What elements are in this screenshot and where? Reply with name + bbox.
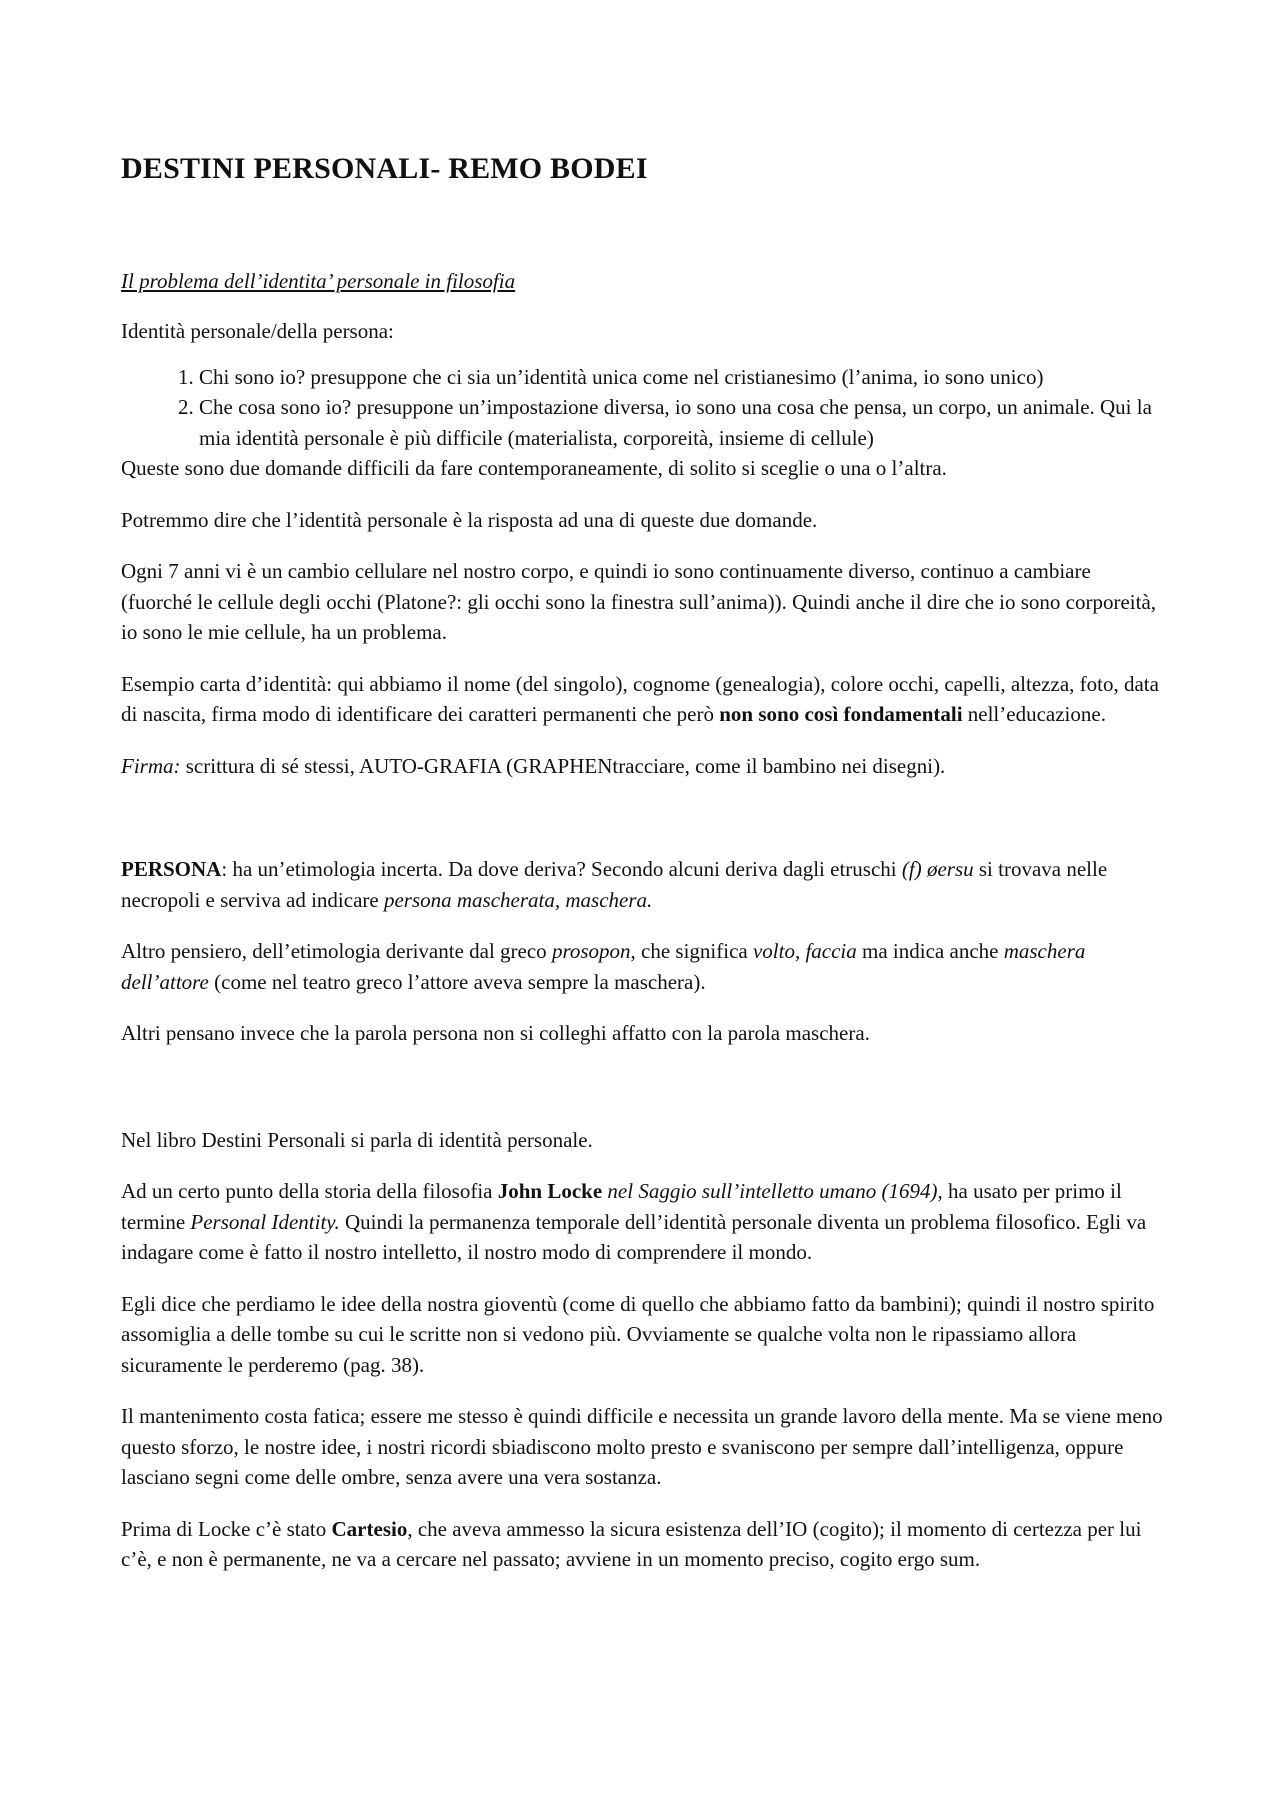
paragraph-persona [121,854,1163,915]
paragraph-greco [121,936,1163,997]
italic-text: volto, faccia [752,939,857,963]
paragraph-firma [121,751,1163,782]
paragraph-fatica: Il mantenimento costa fatica; essere me stesso è quindi difficile e necessita un grande lavoro della mente. Ma se viene meno questo sforzo, le nostre idee, i nostri ricordi sbiadiscono molto presto e svaniscono per sempre dall’intelligenza, oppure lasciano segni come delle ombre, senza avere una vera sostanza. [121,1404,1163,1489]
italic-text: prosopon [551,939,631,963]
text-span: , ha usato per primo il termine [121,1179,1122,1234]
questions-list [121,362,1163,454]
text-span: si trovava nelle necropoli e serviva ad indicare [121,857,1108,912]
italic-text: maschera dell’attore [121,939,1086,994]
list-item: 2. Che cosa sono io? presuppone un’impostazione diversa, io sono una cosa che pensa, un corpo, un animale. Qui la mia identità personale è più difficile (materialista, corporeità, insieme di cellule) [199,392,1163,453]
italic-text: persona mascherata, maschera. [383,887,653,912]
document-title: DESTINI PERSONALI- REMO BODEI [121,152,648,185]
paragraph-libro: Nel libro Destini Personali si parla di identità personale. [121,1127,593,1152]
paragraph-cartesio [121,1514,1163,1575]
bold-text: non sono così fondamentali [719,702,963,726]
text-span: scrittura di sé stessi, AUTO-GRAFIA (GRAPHENtracciare, come il bambino nei disegni). [180,753,946,778]
text-span: Prima di Locke c’è stato [121,1516,332,1541]
text-span: : ha un’etimologia incerta. Da dove deriva? Secondo alcuni deriva dagli etruschi [221,857,902,881]
paragraph-domande: Queste sono due domande difficili da fare contemporaneamente, di solito si sceglie o una o l’altra. [121,456,947,480]
paragraph-altri: Altri pensano invece che la parola persona non si colleghi affatto con la parola maschera. [121,1021,870,1045]
section-subtitle: Il problema dell’identita’ personale in filosofia [121,269,516,293]
text-span: , che aveva ammesso la sicura esistenza dell’IO (cogito); il momento di certezza per lui c’è, e non è permanente, ne va a cercare nel passato; avviene in un momento preciso, cogito ergo sum. [121,1516,1142,1571]
bold-text: Cartesio [331,1516,408,1541]
text-span: Esempio carta d’identità: qui abbiamo il nome (del singolo), cognome (genealogia), colore occhi, capelli, altezza, foto, data di nascita, firma modo di identificare dei caratteri permanenti che però [121,671,1159,726]
text-span: Altro pensiero, dell’etimologia derivante dal greco [121,939,552,963]
paragraph-risposta: Potremmo dire che l’identità personale è la risposta ad una di queste due domande. [121,507,818,532]
paragraph-locke [121,1176,1163,1268]
paragraph-carta-identita [121,669,1163,730]
text-span: Quindi la permanenza temporale dell’identità personale diventa un problema filosofico. Egli va indagare come è fatto il nostro intelletto, il nostro modo di comprendere il mondo. [121,1209,1147,1264]
list-item: 1. Chi sono io? presuppone che ci sia un’identità unica come nel cristianesimo (l’anima, io sono unico) [199,362,1163,393]
italic-text: Personal Identity. [190,1209,340,1234]
text-span: (come nel teatro greco l’attore aveva sempre la maschera). [208,969,706,994]
text-span: Ad un certo punto della storia della filosofia [121,1179,498,1203]
italic-text: (f) øersu [901,857,974,881]
paragraph-idee: Egli dice che perdiamo le idee della nostra gioventù (come di quello che abbiamo fatto da bambini); quindi il nostro spirito assomiglia a delle tombe su cui le scritte non si vedono più. Ovviamente se qualche volta non le ripassiamo allora sicuramente le perderemo (pag. 38). [121,1291,1155,1377]
italic-text: Firma: [121,753,181,778]
text-span: nell’educazione. [962,702,1106,726]
text-span: , che significa [630,939,753,963]
text-span: ma indica anche [856,939,1004,963]
paragraph-intro: Identità personale/della persona: [121,319,394,343]
bold-text: PERSONA [121,857,222,881]
paragraph-cellule: Ogni 7 anni vi è un cambio cellulare nel nostro corpo, e quindi io sono continuamente diverso, continuo a cambiare (fuorché le cellule degli occhi (Platone?: gli occhi sono la finestra sull’anima)). Quindi anche il dire che io sono corporeità, io sono le mie cellule, ha un problema. [121,559,1157,644]
bold-text: John Locke [497,1179,603,1203]
italic-text: nel Saggio sull’intelletto umano (1694) [602,1179,938,1203]
